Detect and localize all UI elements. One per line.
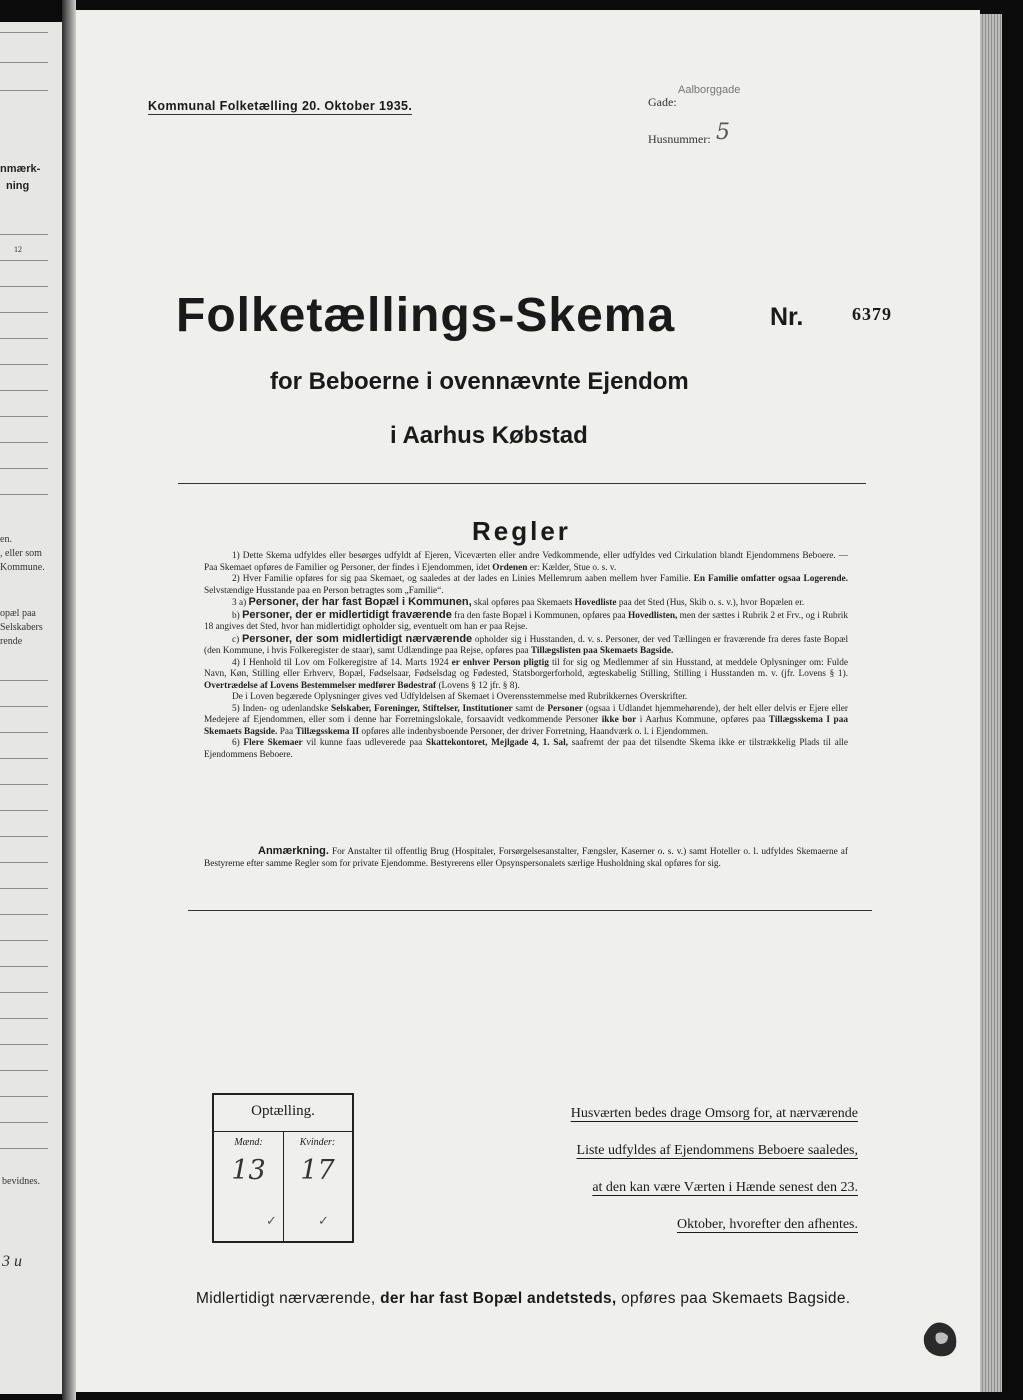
left-rule — [0, 1148, 48, 1149]
left-rule — [0, 494, 48, 495]
left-bottom-text: bevidnes. — [2, 1176, 41, 1187]
notice-line: Husværten bedes drage Omsorg for, at nærværende — [570, 1106, 858, 1121]
women-count: 17 — [300, 1155, 335, 1186]
left-rule — [0, 442, 48, 443]
left-rule — [0, 1096, 48, 1097]
left-page-fragment — [0, 22, 62, 1394]
women-label: Kvinder: — [299, 1137, 336, 1148]
house-number-label: Husnummer: — [648, 132, 711, 146]
left-rule — [0, 940, 48, 941]
remark-label: Anmærkning. — [258, 845, 329, 857]
left-rule — [0, 260, 48, 261]
left-note: en. — [0, 534, 12, 545]
men-label: Mænd: — [234, 1137, 263, 1148]
left-rule — [0, 364, 48, 365]
check-mark-icon: ✓ — [266, 1213, 277, 1228]
left-note: rende — [0, 636, 23, 647]
left-rule — [0, 888, 48, 889]
rule-4-note: De i Loven begærede Oplysninger gives ved Udfyldelsen af Skemaet i Overensstemmelse med Rubrikkernes Overskrifter. — [232, 692, 688, 702]
left-rule — [0, 706, 48, 707]
rule-3a: 3 a) Personer, der har fast Bopæl i Kommunen, skal opføres paa Skemaets Hovedliste paa det Sted (Hus, Skib o. s. v.), hvor Bopælen er. — [232, 596, 805, 608]
census-header: Kommunal Folketælling 20. Oktober 1935. — [148, 99, 413, 113]
left-rule — [0, 992, 48, 993]
left-note: , eller som — [0, 548, 42, 559]
left-note: Kommune. — [0, 562, 45, 573]
left-rule — [0, 862, 48, 863]
count-box — [212, 1093, 354, 1243]
left-rule — [0, 416, 48, 417]
footer-part-3: opføres paa Skemaets Bagside. — [621, 1290, 851, 1307]
left-col-header-2: ning — [6, 180, 30, 192]
left-rule — [0, 468, 48, 469]
left-rule — [0, 1044, 48, 1045]
footer-note — [196, 1290, 850, 1308]
left-rule — [0, 680, 48, 681]
left-rule — [0, 32, 48, 33]
left-rule — [0, 732, 48, 733]
left-rule — [0, 62, 48, 63]
house-number-value: 5 — [716, 120, 730, 145]
left-rule — [0, 312, 48, 313]
rules-heading: Regler — [472, 516, 571, 546]
left-hand-note: 3 u — [2, 1253, 22, 1270]
check-mark-icon: ✓ — [318, 1213, 329, 1228]
form-nr-value: 6379 — [852, 304, 892, 324]
left-rule — [0, 90, 48, 91]
rule-1: 1) Dette Skema udfyldes eller besørges udfyldt af Ejeren, Viceværten eller andre Vedkommende, eller udfyldes ved Cirkulation blandt Ejendommens Beboere. — Paa Skemaet opføres de Familier og Personer, der findes i Ejendommen, idet Ordenen er: Kælder, Stue o. s. v. — [204, 551, 848, 573]
notice-line: Liste udfyldes af Ejendommens Beboere saaledes, — [576, 1143, 858, 1158]
left-rule — [0, 758, 48, 759]
left-rule — [0, 338, 48, 339]
men-count: 13 — [231, 1155, 266, 1186]
left-rule — [0, 1070, 48, 1071]
left-rule — [0, 1122, 48, 1123]
street-label: Gade: — [648, 95, 677, 109]
left-rule — [0, 390, 48, 391]
rule-5: 5) Inden- og udenlandske Selskaber, Foreninger, Stiftelser, Institutioner samt de Personer (ogsaa i Udlandet hjemmehørende), der helt eller delvis er Ejere eller Medejere af Ejendommen, eller som i denne har Forretningslokale, forsaavidt vedkommende Personer ikke bor i Aarhus Kommune, opføres paa Tillægsskema I paa Skemaets Bagside. Paa Tillægsskema II opføres alle indenbysboende Personer, der driver Forretning, Haandværk o. l. i Ejendommen. — [204, 703, 849, 737]
form-subtitle: for Beboerne i ovennævnte Ejendom — [270, 368, 689, 395]
footer-part-1: Midlertidigt nærværende, — [196, 1290, 376, 1307]
form-title: Folketællings-Skema — [176, 289, 676, 342]
left-col-number: 12 — [14, 245, 22, 254]
notice-line: Oktober, hvorefter den afhentes. — [677, 1217, 858, 1232]
form-nr-label: Nr. — [770, 303, 804, 331]
page-stack-edge — [980, 14, 1002, 1392]
rule-3b: b) Personer, der er midlertidigt fraværende fra den faste Bopæl i Kommunen, opføres paa Hovedlisten, men der sættes i Rubrik 2 et Frv., og i Rubrik 18 angives det Sted, hvor han midlertidigt opholder sig, eventuelt om han er paa Rejse. — [204, 608, 849, 632]
left-rule — [0, 836, 48, 837]
divider-line — [188, 910, 872, 911]
left-rule — [0, 234, 48, 235]
left-rule — [0, 784, 48, 785]
left-rule — [0, 286, 48, 287]
form-subtitle-2: i Aarhus Købstad — [390, 422, 588, 449]
left-rule — [0, 1018, 48, 1019]
left-rule — [0, 966, 48, 967]
footer-part-2: der har fast Bopæl andetsteds, — [380, 1290, 617, 1307]
rule-3c: c) Personer, der som midlertidigt nærværende opholder sig i Husstanden, d. v. s. Personer, der ved Tællingen er fraværende fra deres faste Bopæl (den Kommune, i hvis Folkeregister de staar), samt Udlændinge paa Rejse, opføres paa Tillægslisten paa Skemaets Bagside. — [204, 632, 849, 656]
book-gutter — [62, 0, 76, 1400]
rules-text — [204, 551, 848, 761]
divider-line — [178, 483, 866, 484]
street-value-stamp: Aalborggade — [678, 84, 741, 96]
left-rule — [0, 914, 48, 915]
rule-4: 4) I Henhold til Lov om Folkeregistre af 14. Marts 1924 er enhver Person pligtig til for sig og Medlemmer af sin Husstand, at meddele Oplysninger om: Fulde Navn, Køn, Stilling eller Erhverv, Bopæl, Fødselsaar, Fødselsdag og Fødested, Statsborgerforhold, ægteskabelig Stilling, Stilling i Husstanden m. v. (jfr. Lovens § 1). Overtrædelse af Lovens Bestemmelser medfører Bødestraf (Lovens § 12 jfr. § 8). — [204, 657, 848, 691]
count-title: Optælling. — [251, 1103, 315, 1119]
left-note: Selskabers — [0, 622, 43, 633]
landlord-notice — [510, 1095, 858, 1243]
remark-block — [204, 846, 848, 870]
remark-text: For Anstalter til offentlig Brug (Hospitaler, Forsørgelsesanstalter, Fængsler, Kaserner o. s. v.) samt Hoteller o. l. udfyldes Skemaerne af Bestyrerne efter samme Regler som for private Ejendomme. Bestyrerens eller Opsynspersonalets særlige Husholdning skal opføres for sig. — [204, 847, 849, 869]
torn-corner — [918, 1312, 964, 1362]
left-note: opæl paa — [0, 608, 36, 619]
left-col-header: nmærk- — [0, 163, 41, 175]
notice-line: at den kan være Værten i Hænde senest den 23. — [592, 1180, 858, 1195]
rule-2: 2) Hver Familie opføres for sig paa Skemaet, og saaledes at der lades en Linies Mellemrum aaben mellem hver Familie. En Familie omfatter ogsaa Logerende. Selvstændige Husstande paa en Person betragtes som „Familie“. — [204, 574, 848, 596]
left-rule — [0, 810, 48, 811]
rule-6: 6) Flere Skemaer vil kunne faas udleverede paa Skattekontoret, Mejlgade 4, 1. Sal, saafremt der paa det tilsendte Skema ikke er tilstrækkelig Plads til alle Ejendommens Beboere. — [204, 738, 848, 760]
